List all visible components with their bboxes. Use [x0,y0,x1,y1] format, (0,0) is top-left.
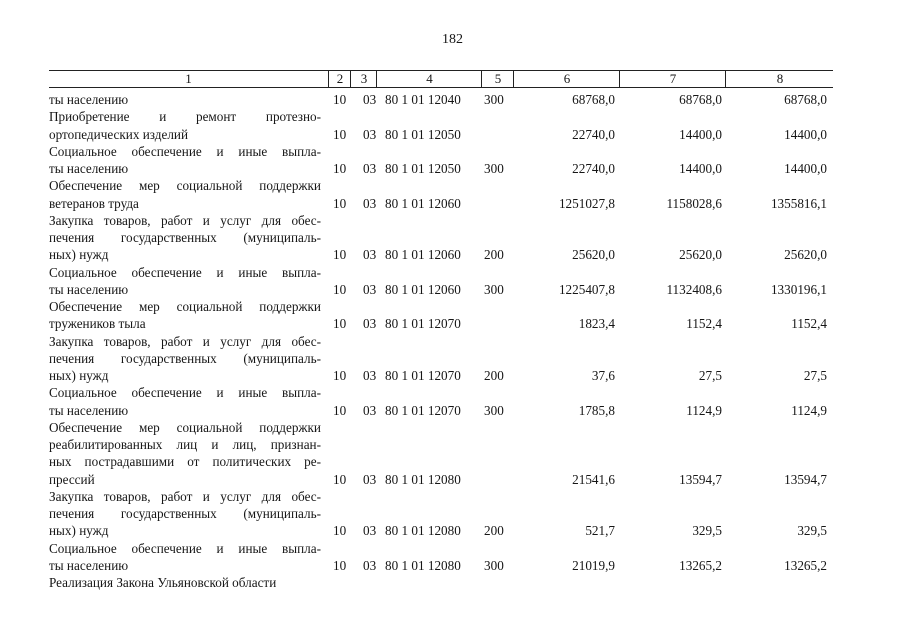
column-header-5: 5 [481,71,514,87]
amount-col-8: 14400,0 [784,161,827,176]
subsection-code: 03 [363,195,377,211]
row-description: Закупка товаров, работ и услуг для обес- [49,488,321,504]
target-article-code: 80 1 01 12080 [385,471,461,487]
amount-col-8: 13265,2 [784,557,827,573]
subsection-code: 03 [363,368,377,383]
table-line [49,334,839,350]
subsection-code: 03 [363,402,377,418]
table-line [49,92,839,108]
row-description: ты населению [49,92,129,107]
row-description: Социальное обеспечение и иные выпла- [49,385,321,401]
row-description: ных) нужд [49,523,109,539]
target-article-code: 80 1 01 12080 [385,523,461,539]
target-article-code: 80 1 01 12060 [385,195,461,211]
table-line [49,420,839,436]
table-line [49,385,839,401]
amount-col-8: 68768,0 [784,92,827,107]
table-line [49,454,839,470]
column-header-8: 8 [725,71,834,87]
table-line [49,161,839,177]
row-description: ных) нужд [49,247,109,263]
amount-col-8: 14400,0 [784,126,827,142]
amount-col-8: 27,5 [803,368,827,383]
table-line [49,109,839,125]
subsection-code: 03 [363,471,377,487]
table-line [49,144,839,160]
amount-col-6: 1225407,8 [558,281,615,297]
amount-col-6: 21019,9 [572,557,615,573]
table-line [49,213,839,229]
expense-type-code: 300 [484,557,504,573]
row-description: печения государственных (муниципаль- [49,350,321,366]
amount-col-7: 27,5 [698,368,722,383]
amount-col-6: 22740,0 [572,126,615,142]
amount-col-6: 22740,0 [572,161,615,176]
target-article-code: 80 1 01 12070 [385,368,461,383]
row-description: Социальное обеспечение и иные выпла- [49,540,321,556]
column-header-3: 3 [350,71,377,87]
target-article-code: 80 1 01 12080 [385,557,461,573]
section-code: 10 [333,557,347,573]
row-description: ты населению [49,281,129,297]
expense-type-code: 200 [484,247,504,263]
expense-type-code: 200 [484,368,504,383]
column-header-4: 4 [376,71,482,87]
amount-col-7: 25620,0 [679,247,722,263]
amount-col-6: 21541,6 [572,471,615,487]
amount-col-8: 329,5 [797,523,827,539]
amount-col-7: 329,5 [692,523,722,539]
page-number: 182 [442,32,463,47]
amount-col-7: 1132408,6 [666,281,722,297]
target-article-code: 80 1 01 12040 [385,92,461,107]
table-line [49,575,839,591]
row-description: Социальное обеспечение и иные выпла- [49,264,321,280]
amount-col-7: 14400,0 [679,126,722,142]
table-line [49,265,839,281]
row-description: Обеспечение мер социальной поддержки [49,419,321,435]
subsection-code: 03 [363,316,377,332]
table-line [49,127,839,143]
row-description: Обеспечение мер социальной поддержки [49,299,321,314]
row-description: печения государственных (муниципаль- [49,506,321,521]
table-line [49,489,839,505]
amount-col-6: 37,6 [591,368,615,383]
column-header-6: 6 [513,71,620,87]
column-header-7: 7 [619,71,726,87]
table-line [49,472,839,488]
row-description: тружеников тыла [49,316,146,332]
target-article-code: 80 1 01 12060 [385,281,461,297]
row-description: прессий [49,471,95,487]
section-code: 10 [333,92,347,107]
expense-type-code: 200 [484,523,504,539]
subsection-code: 03 [363,161,377,176]
amount-col-8: 1355816,1 [770,195,827,211]
row-description: Приобретение и ремонт протезно- [49,109,321,125]
row-description: Обеспечение мер социальной поддержки [49,178,321,194]
target-article-code: 80 1 01 12050 [385,126,461,142]
row-description: печения государственных (муниципаль- [49,230,321,245]
table-line [49,178,839,194]
table-line [49,230,839,246]
subsection-code: 03 [363,126,377,142]
table-line [49,506,839,522]
section-code: 10 [333,195,347,211]
column-header-2: 2 [328,71,351,87]
column-header-1: 1 [185,71,192,86]
row-description: Реализация Закона Ульяновской области [49,575,277,590]
amount-col-6: 1823,4 [578,316,615,332]
table-line [49,541,839,557]
section-code: 10 [333,316,347,332]
amount-col-8: 1330196,1 [770,281,827,297]
table-line [49,316,839,332]
amount-col-8: 1152,4 [791,316,827,332]
row-description: Закупка товаров, работ и услуг для обес- [49,212,321,228]
row-description: ветеранов труда [49,195,139,211]
section-code: 10 [333,161,347,176]
row-description: ты населению [49,557,129,573]
section-code: 10 [333,402,347,418]
subsection-code: 03 [363,92,377,107]
section-code: 10 [333,281,347,297]
amount-col-7: 68768,0 [679,92,722,107]
section-code: 10 [333,126,347,142]
target-article-code: 80 1 01 12070 [385,402,461,418]
row-description: Закупка товаров, работ и услуг для обес- [49,333,321,349]
table-header [49,70,833,88]
table-line [49,299,839,315]
row-description: ты населению [49,402,129,418]
target-article-code: 80 1 01 12050 [385,161,461,176]
amount-col-7: 1152,4 [686,316,722,332]
expense-type-code: 300 [484,161,504,176]
row-description: реабилитированных лиц и лиц, признан- [49,437,321,452]
expense-type-code: 300 [484,92,504,107]
table-line [49,196,839,212]
amount-col-7: 1124,9 [686,402,722,418]
section-code: 10 [333,471,347,487]
table-line [49,523,839,539]
table-line [49,282,839,298]
table-line [49,558,839,574]
table-line [49,247,839,263]
amount-col-8: 1124,9 [791,402,827,418]
amount-col-7: 13265,2 [679,557,722,573]
subsection-code: 03 [363,557,377,573]
table-line [49,403,839,419]
subsection-code: 03 [363,523,377,539]
amount-col-6: 1251027,8 [558,195,615,211]
amount-col-6: 25620,0 [572,247,615,263]
subsection-code: 03 [363,247,377,263]
section-code: 10 [333,523,347,539]
row-description: ных пострадавшими от политических ре- [49,454,321,470]
section-code: 10 [333,368,347,383]
amount-col-8: 25620,0 [784,247,827,263]
table-line [49,351,839,367]
section-code: 10 [333,247,347,263]
expense-type-code: 300 [484,402,504,418]
table-line [49,368,839,384]
row-description: ортопедических изделий [49,126,189,142]
amount-col-6: 1785,8 [578,402,615,418]
amount-col-7: 13594,7 [679,471,722,487]
amount-col-7: 1158028,6 [666,195,722,211]
target-article-code: 80 1 01 12060 [385,247,461,263]
table-line [49,437,839,453]
expense-type-code: 300 [484,281,504,297]
amount-col-7: 14400,0 [679,161,722,176]
amount-col-6: 521,7 [585,523,615,539]
row-description: ных) нужд [49,368,109,383]
subsection-code: 03 [363,281,377,297]
row-description: Социальное обеспечение и иные выпла- [49,143,321,159]
amount-col-6: 68768,0 [572,92,615,107]
target-article-code: 80 1 01 12070 [385,316,461,332]
row-description: ты населению [49,161,129,176]
amount-col-8: 13594,7 [784,471,827,487]
